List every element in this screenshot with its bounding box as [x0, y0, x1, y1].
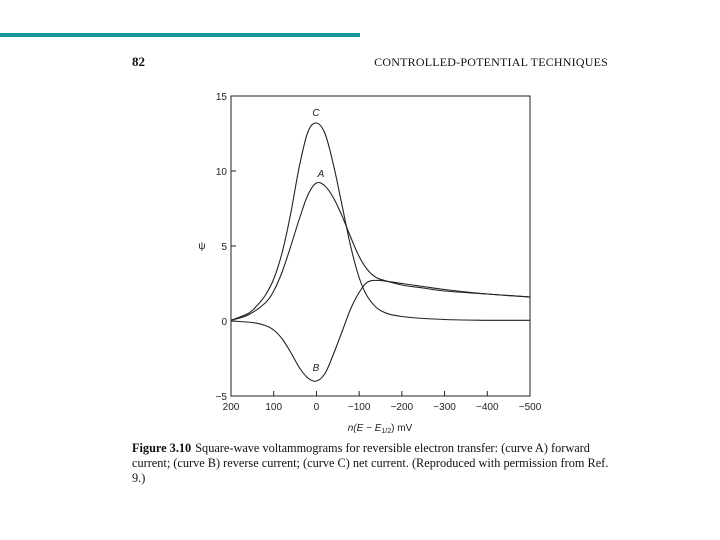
- x-tick-label: −200: [390, 402, 414, 413]
- page-number: 82: [132, 54, 145, 69]
- curve-label-a: A: [317, 169, 325, 180]
- x-tick-label: −300: [433, 402, 456, 413]
- y-tick-label: 10: [215, 167, 227, 178]
- figure-caption: [132, 441, 612, 486]
- caption-label: Figure 3.10: [132, 441, 192, 455]
- y-tick-label: 5: [221, 242, 227, 253]
- y-tick-label: 15: [215, 92, 227, 103]
- caption-text: Square-wave voltammograms for reversible electron transfer: (curve A) forward current; (curve B) reverse current; (curve C) net current. (Reproduced with permission from Ref. 9.): [132, 441, 609, 485]
- x-tick-label: 100: [265, 402, 283, 413]
- curve-label-b: B: [312, 363, 320, 374]
- x-tick-label: 200: [222, 402, 240, 413]
- plot-frame: [231, 96, 530, 396]
- running-head: CONTROLLED-POTENTIAL TECHNIQUES: [374, 55, 608, 69]
- x-axis-label: $n(E - E_{1/2})$ mV: [347, 423, 413, 435]
- curve-b: [231, 280, 530, 381]
- x-tick-label: −100: [347, 402, 371, 413]
- curve-label-c: C: [312, 108, 320, 119]
- x-tick-label: −500: [518, 402, 542, 413]
- x-tick-label: 0: [313, 402, 320, 413]
- y-tick-label: −5: [215, 392, 227, 403]
- curve-a: [231, 182, 530, 320]
- x-tick-label: −400: [476, 402, 499, 413]
- curve-c: [231, 123, 530, 320]
- y-axis-label: ψ: [198, 241, 206, 252]
- y-tick-label: 0: [221, 317, 227, 328]
